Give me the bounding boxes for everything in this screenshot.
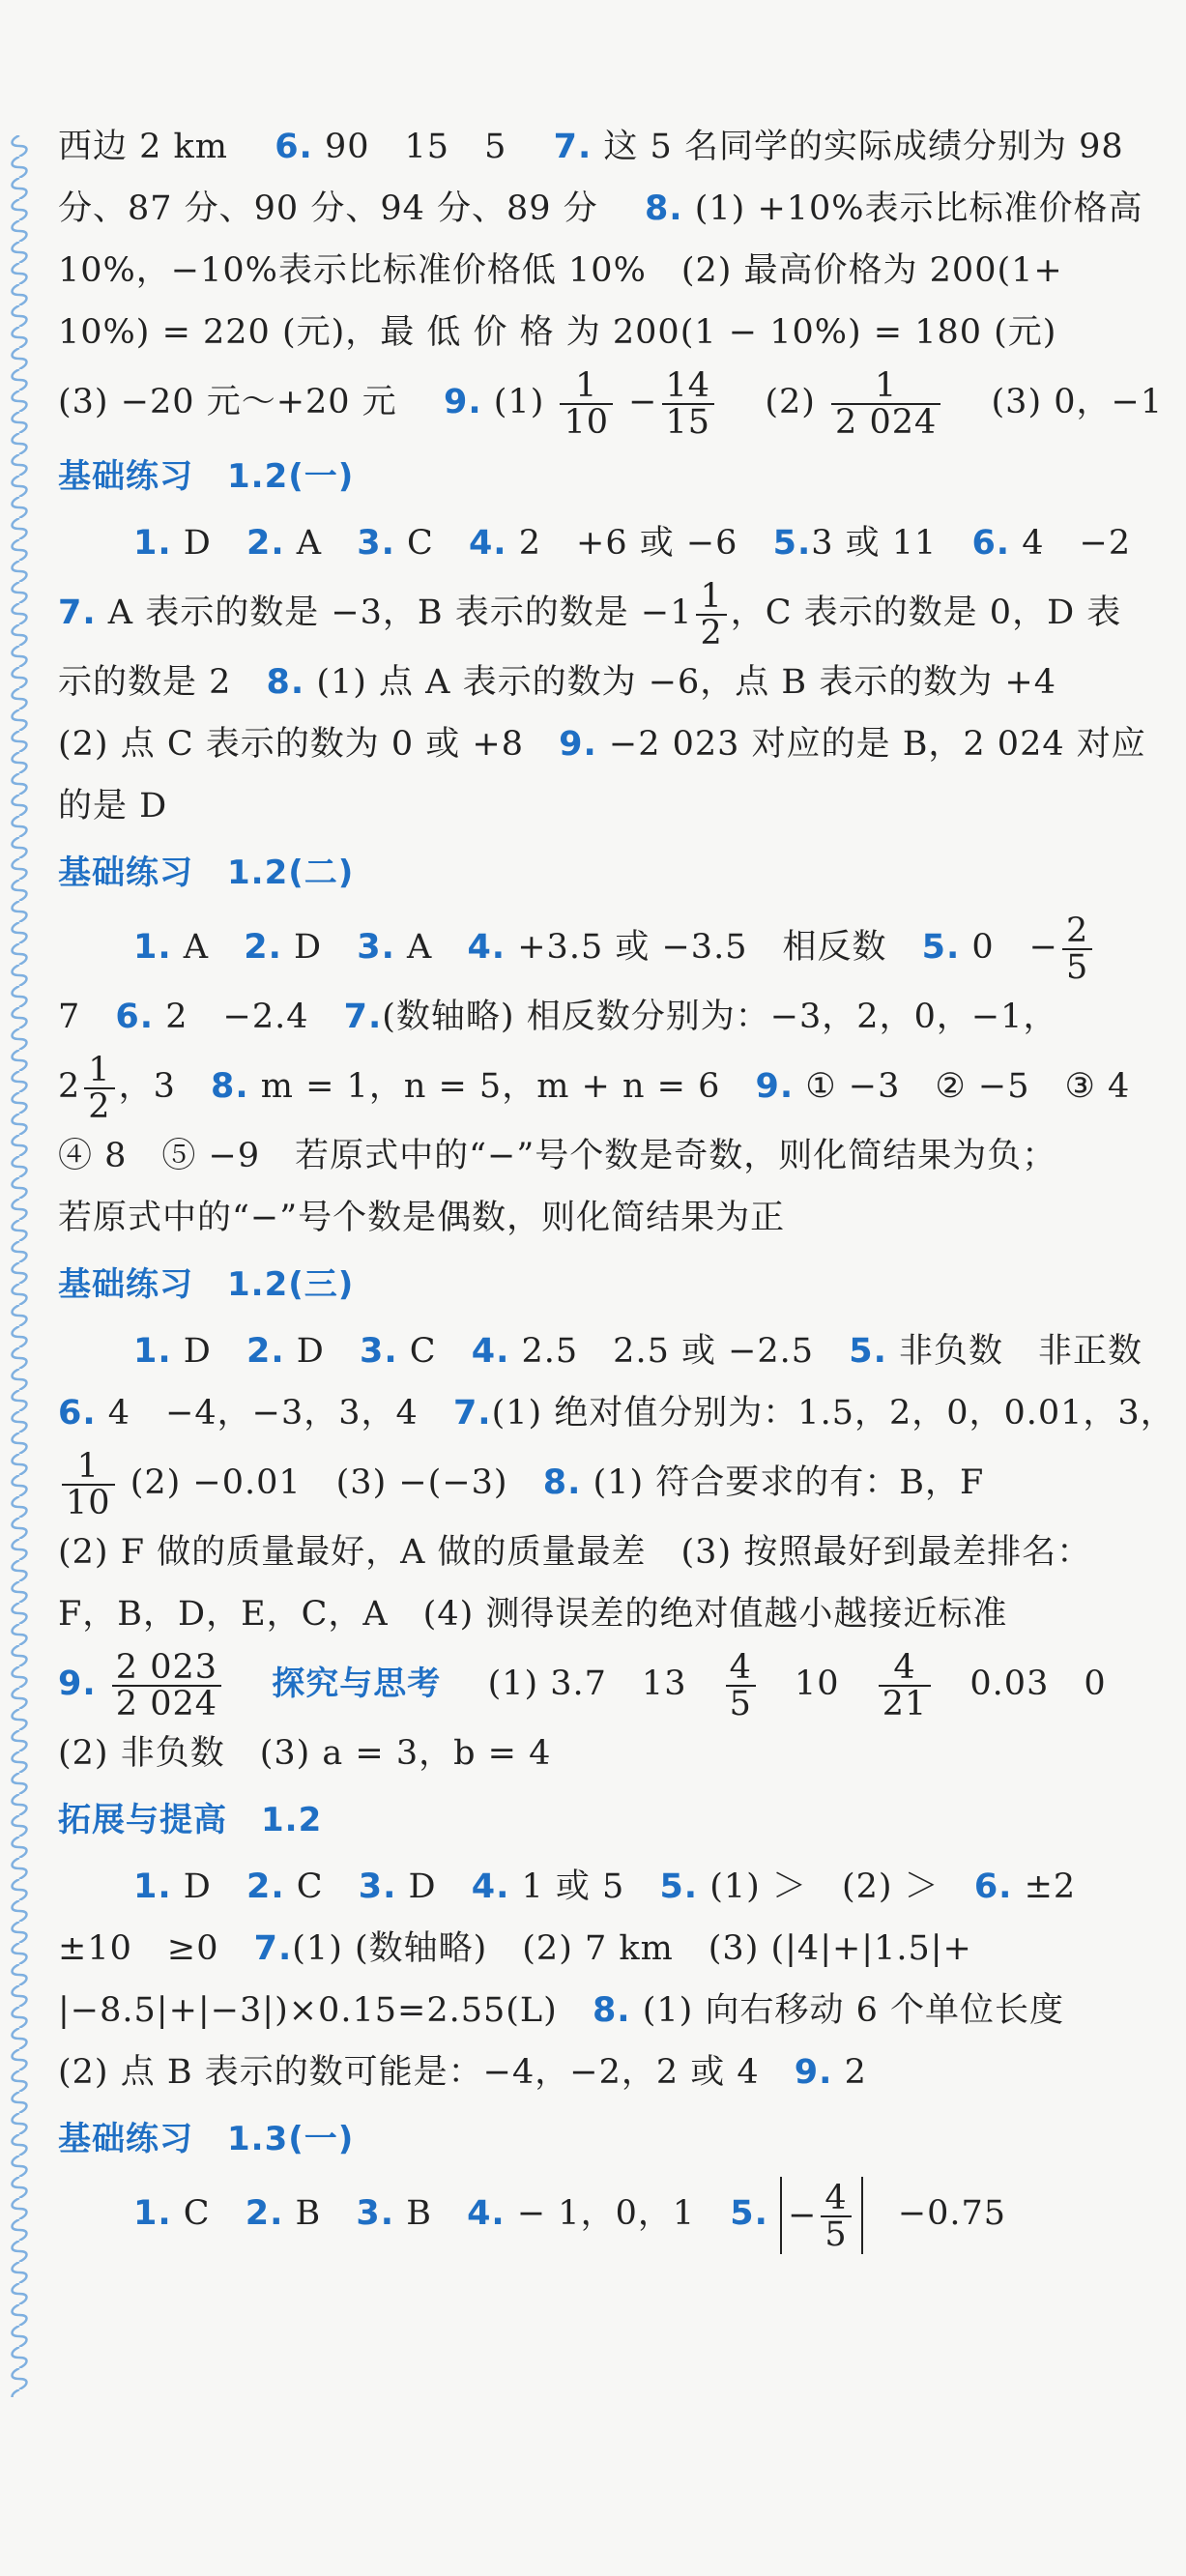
answer-line: 1. A 2. D 3. A 4. +3.5 或 −3.5 相反数 5. 0 − $\frac{2}{5}$: [58, 909, 1150, 986]
answer-line: 的是 D: [58, 787, 168, 825]
answer-line: (2) 点 C 表示的数为 0 或 +8 9. −2 023 对应的是 B，2 024 对应: [58, 725, 1146, 764]
answer-line: (3) −20 元～+20 元 9. (1) $\frac{1}{10}$ − $\frac{14}{15}$ (2) $\frac{1}{2 024}$ (3) 0，−1: [58, 365, 1164, 442]
answer-line: $\frac{1}{10}$ (2) −0.01 (3) −(−3) 8. (1) 符合要求的有：B，F: [58, 1444, 1150, 1521]
answer-content: [58, 116, 1175, 2254]
answer-line: 分、87 分、90 分、94 分、89 分 8. (1) +10%表示比标准价格高: [58, 189, 1143, 228]
answer-line: ④ 8 ⑤ −9 若原式中的“−”号个数是奇数，则化简结果为负；: [58, 1137, 1057, 1175]
inline-heading: 探究与思考: [272, 1664, 442, 1703]
answer-line: 2 $\frac{1}{2}$ ，3 8. m = 1，n = 5，m + n = 6 9. ① −3 ② −5 ③ 4: [58, 1050, 1131, 1126]
fraction: $\frac{1}{2 024}$: [831, 368, 940, 440]
section-heading: 拓展与提高 1.2: [58, 1801, 323, 1839]
fraction: $\frac{2}{5}$: [1062, 913, 1092, 985]
answer-line: 7 6. 2 −2.4 7.(数轴略) 相反数分别为：−3，2，0，−1，: [58, 998, 1058, 1036]
answer-line: 10%，−10%表示比标准价格低 10% (2) 最高价格为 200(1+: [58, 251, 1063, 290]
fraction: $\frac{14}{15}$: [662, 368, 715, 440]
section-heading: 基础练习 1.2(三): [58, 1265, 355, 1304]
absolute-value: − $\frac{4}{5}$: [780, 2177, 863, 2254]
answer-line: 10%) = 220 (元)，最 低 价 格 为 200(1 − 10%) = 180 (元): [58, 313, 1057, 352]
answer-line: 若原式中的“−”号个数是偶数，则化简结果为正: [58, 1199, 786, 1237]
answer-line: 9. $\frac{2 023}{2 024}$ 探究与思考 (1) 3.7 13 $\frac{4}{5}$ 10 $\frac{4}{21}$ 0.03 0: [58, 1647, 1107, 1723]
fraction: $\frac{1}{10}$: [62, 1449, 115, 1520]
answer-line: 示的数是 2 8. (1) 点 A 表示的数为 −6，点 B 表示的数为 +4: [58, 663, 1056, 702]
answer-line: F，B，D，E，C，A (4) 测得误差的绝对值越小越接近标准: [58, 1595, 1008, 1634]
answer-line: 西边 2 km 6. 90 15 5 7. 这 5 名同学的实际成绩分别为 98: [58, 128, 1124, 166]
fraction: $\frac{1}{10}$: [560, 368, 613, 440]
fraction: $\frac{4}{21}$: [879, 1650, 932, 1722]
question-number: 6.: [275, 128, 313, 166]
answer-line: (2) 非负数 (3) a = 3，b = 4: [58, 1734, 552, 1773]
question-number: 7.: [553, 128, 593, 166]
answer-line: ±10 ≥0 7.(1) (数轴略) (2) 7 km (3) (|4|+|1.5|+: [58, 1929, 972, 1968]
fraction: $\frac{4}{5}$: [726, 1650, 756, 1722]
answer-line: |−8.5|+|−3|)×0.15=2.55(L) 8. (1) 向右移动 6 个单位长度: [58, 1991, 1064, 2030]
answer-line: 1. D 2. C 3. D 4. 1 或 5 5. (1) ＞ (2) ＞ 6. ±2: [133, 1867, 1077, 1906]
fraction: $\frac{1}{2}$: [84, 1053, 114, 1124]
answer-line: (2) 点 B 表示的数可能是：−4，−2，2 或 4 9. 2: [58, 2053, 867, 2092]
fraction: $\frac{2 023}{2 024}$: [112, 1650, 221, 1722]
question-number: 8.: [644, 189, 683, 228]
section-heading: 基础练习 1.2(一): [58, 457, 355, 496]
answer-line: 6. 4 −4，−3，3，4 7.(1) 绝对值分别为：1.5，2，0，0.01，3，: [58, 1394, 1175, 1433]
answer-line: 7. A 表示的数是 −3，B 表示的数是 −1 $\frac{1}{2}$ ，C 表示的数是 0，D 表: [58, 576, 1122, 652]
answer-line: 1. D 2. A 3. C 4. 2 +6 或 −6 5.3 或 11 6. 4 −2: [133, 524, 1132, 563]
decorative-border: [6, 135, 33, 2397]
answer-line: 1. D 2. D 3. C 4. 2.5 2.5 或 −2.5 5. 非负数 非正数: [133, 1332, 1143, 1371]
section-heading: 基础练习 1.2(二): [58, 854, 355, 892]
fraction: $\frac{1}{2}$: [696, 579, 726, 651]
fraction: $\frac{4}{5}$: [821, 2181, 851, 2252]
question-number: 9.: [443, 383, 482, 421]
answer-line: (2) F 做的质量最好，A 做的质量最差 (3) 按照最好到最差排名：: [58, 1533, 1092, 1572]
section-heading: 基础练习 1.3(一): [58, 2120, 355, 2158]
answer-line: 1. C 2. B 3. B 4. − 1，0，1 5. − $\frac{4}{5}$ −0.75: [58, 2175, 1150, 2252]
